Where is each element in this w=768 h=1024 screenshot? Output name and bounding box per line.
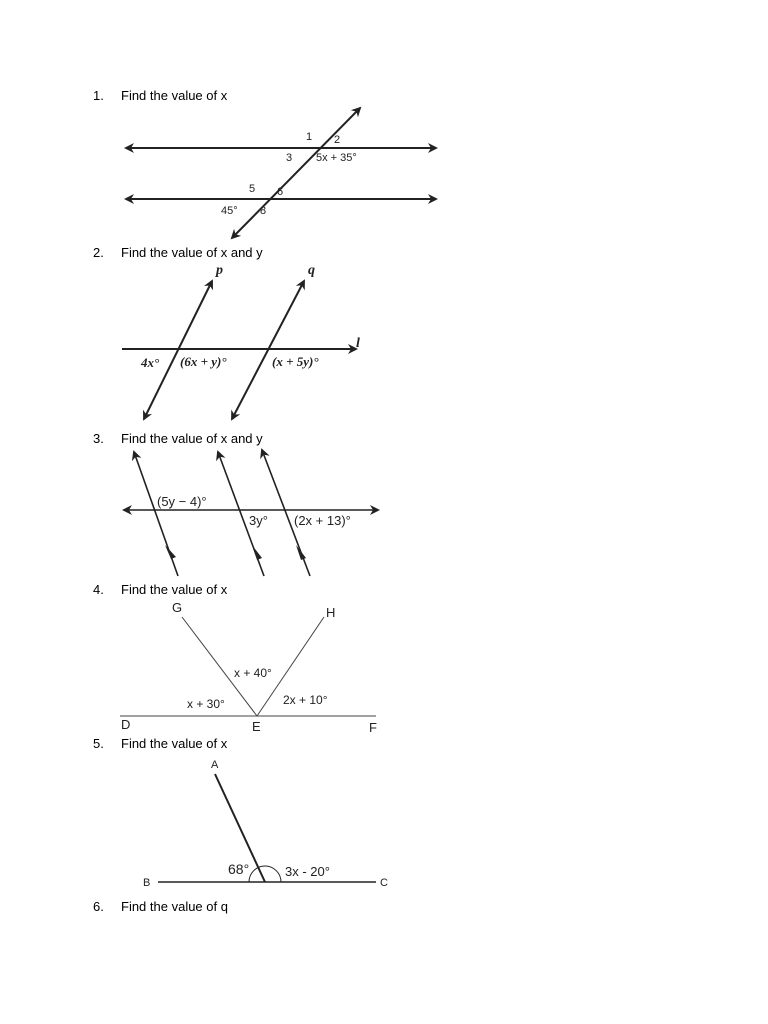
angle-expression: 2x + 10° <box>283 693 328 707</box>
line-label-l: l <box>356 336 360 351</box>
angle-label: 6 <box>277 186 284 198</box>
angle-label: 8 <box>260 205 267 217</box>
angle-expression: (6x + y)° <box>180 354 227 369</box>
question-text: Find the value of q <box>121 899 228 914</box>
question-text: Find the value of x and y <box>121 245 263 260</box>
angle-expression: 4x° <box>141 355 160 370</box>
question-number: 4. <box>93 582 104 597</box>
question-number: 5. <box>93 736 104 751</box>
angle-label: 2 <box>334 134 341 146</box>
angle-expression: 3y° <box>249 513 268 528</box>
angle-expression: 3x - 20° <box>285 864 330 879</box>
question-number: 3. <box>93 431 104 446</box>
angle-expression: x + 40° <box>234 666 272 680</box>
angle-expression: 68° <box>228 861 250 877</box>
point-label-c: C <box>380 877 388 889</box>
question-number: 6. <box>93 899 104 914</box>
point-label-b: B <box>143 877 151 889</box>
point-label-h: H <box>326 605 336 620</box>
figure-5-lines <box>158 774 376 882</box>
point-label-f: F <box>369 720 377 735</box>
angle-expression: (5y − 4)° <box>157 494 207 509</box>
angle-expression: (2x + 13)° <box>294 513 351 528</box>
angle-expression: 5x + 35° <box>316 152 357 164</box>
angle-label: 5 <box>249 183 256 195</box>
point-label-a: A <box>211 759 219 771</box>
question-text: Find the value of x <box>121 88 228 103</box>
point-label-d: D <box>121 717 131 732</box>
question-text: Find the value of x <box>121 736 228 751</box>
line-label-q: q <box>308 263 315 278</box>
question-text: Find the value of x and y <box>121 431 263 446</box>
question-number: 1. <box>93 88 104 103</box>
angle-label: 3 <box>286 152 293 164</box>
angle-expression: 45° <box>221 205 238 217</box>
point-label-g: G <box>172 600 183 615</box>
angle-label: 1 <box>306 131 313 143</box>
point-label-e: E <box>252 719 261 734</box>
line-label-p: p <box>216 263 223 278</box>
angle-expression: (x + 5y)° <box>272 354 319 369</box>
question-number: 2. <box>93 245 104 260</box>
angle-expression: x + 30° <box>187 697 225 711</box>
question-text: Find the value of x <box>121 582 228 597</box>
